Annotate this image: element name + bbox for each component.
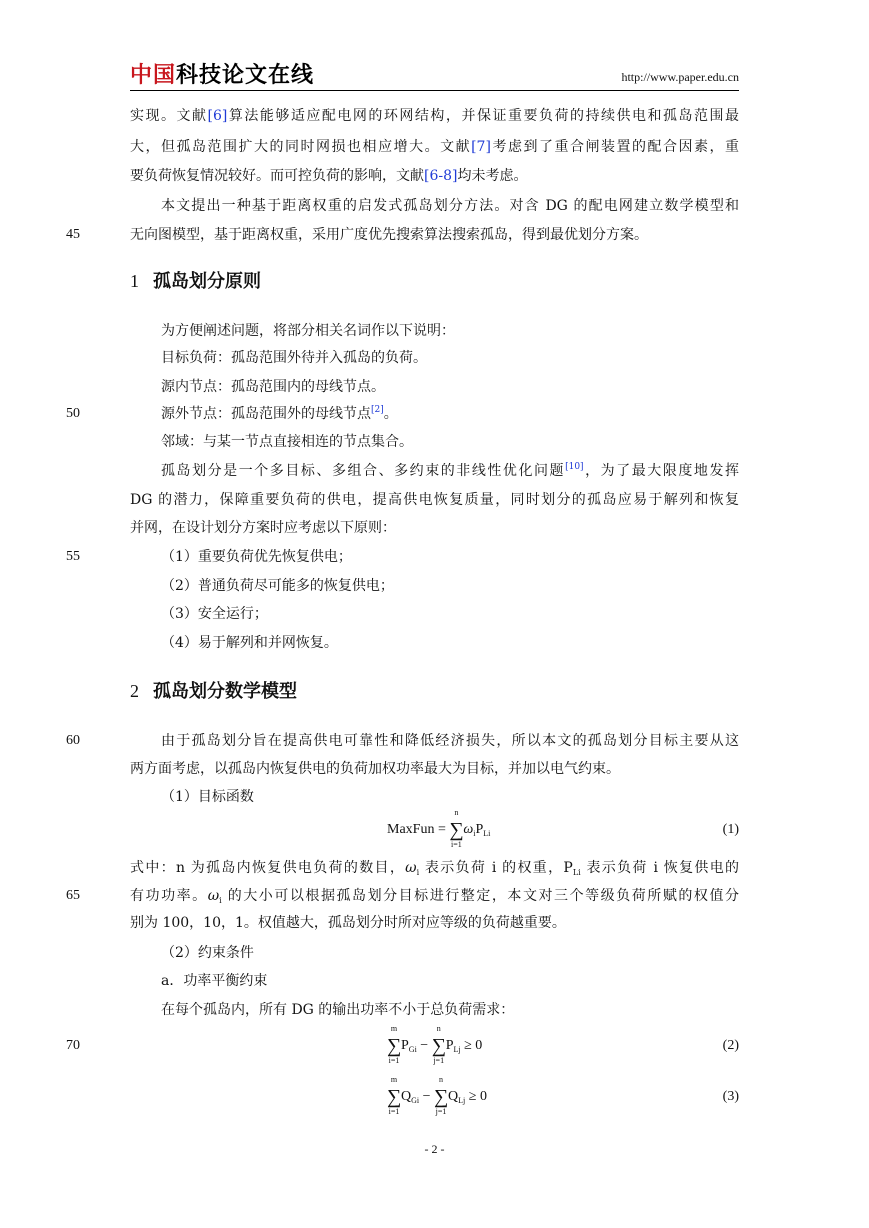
text-line: 为方便阐述问题，将部分相关名词作以下说明： <box>161 323 455 339</box>
equation-number: (2) <box>722 1038 739 1053</box>
citation-link[interactable]: [6] <box>207 108 228 124</box>
logo-red-text: 中国 <box>130 63 177 88</box>
text-line: 要负荷恢复情况较好。而可控负荷的影响，文献[6-8]均未考虑。 <box>130 168 528 184</box>
text-line: 源内节点：孤岛范围内的母线节点。 <box>161 379 385 395</box>
text-line: 有功功率。$\omega_i$ 的大小可以根据孤岛划分目标进行整定，本文对三个等级负荷所赋的权值分 <box>130 888 740 905</box>
text-line: 并网，在设计划分方案时应考虑以下原则： <box>130 520 396 536</box>
list-item: （3）安全运行； <box>161 606 268 622</box>
page-number: - 2 - <box>424 1142 445 1156</box>
text-line: 别为 100，10，1。权值越大，孤岛划分时所对应等级的负荷越重要。 <box>130 915 566 931</box>
logo-black-text: 科技论文在线 <box>176 63 315 88</box>
text-line: （2）约束条件 <box>161 945 254 961</box>
line-number: 50 <box>66 406 80 421</box>
list-item: （2）普通负荷尽可能多的恢复供电； <box>161 578 394 594</box>
text-line: a．功率平衡约束 <box>161 973 268 989</box>
text-line: DG 的潜力，保障重要负荷的供电，提高供电恢复质量，同时划分的孤岛应易于解列和恢复 <box>130 492 739 508</box>
page-header <box>130 62 739 90</box>
section-heading: 1 孤岛划分原则 <box>130 271 261 292</box>
summation-symbol: ∑ n j=1 <box>434 1075 449 1116</box>
equation-number: (1) <box>722 822 739 837</box>
equation-1: MaxFun = ∑ n i=1 $\omega_iP_{Li}$ <box>387 808 491 849</box>
line-number: 45 <box>66 227 80 242</box>
line-number: 70 <box>66 1038 80 1053</box>
section-heading: 2 孤岛划分数学模型 <box>130 681 297 702</box>
line-number: 55 <box>66 549 80 564</box>
text-line: 式中：n 为孤岛内恢复供电负荷的数目，$\omega_i$ 表示负荷 i 的权重，$P_{Li}$ 表示负荷 i 恢复供电的 <box>130 860 740 877</box>
citation-link[interactable]: [7] <box>471 139 491 155</box>
list-item: （1）重要负荷优先恢复供电； <box>161 549 352 565</box>
text-line: 邻域：与某一节点直接相连的节点集合。 <box>161 434 413 450</box>
citation-link[interactable]: [6-8] <box>424 168 458 184</box>
summation-symbol: ∑ m i=1 <box>387 1075 402 1116</box>
line-number: 65 <box>66 888 80 903</box>
text-line: 由于孤岛划分旨在提高供电可靠性和降低经济损失，所以本文的孤岛划分目标主要从这 <box>161 733 739 749</box>
equation-2: ∑ m i=1 $P_{Gi}$ − ∑ n j=1 $P_{Lj} \ge 0$ <box>387 1024 483 1065</box>
header-rule <box>130 90 739 91</box>
citation-link[interactable]: [2] <box>371 405 384 415</box>
text-line: 大，但孤岛范围扩大的同时网损也相应增大。文献[7]考虑到了重合闸装置的配合因素，重 <box>130 139 740 155</box>
text-line: 实现。文献[6]算法能够适应配电网的环网结构，并保证重要负荷的持续供电和孤岛范围最 <box>130 108 740 124</box>
text-line: 孤岛划分是一个多目标、多组合、多约束的非线性优化问题[10]，为了最大限度地发挥 <box>161 462 739 479</box>
text-line: 源外节点：孤岛范围外的母线节点[2]。 <box>161 405 398 422</box>
header-url: http://www.paper.edu.cn <box>621 70 739 84</box>
equation-number: (3) <box>722 1089 739 1104</box>
journal-logo <box>130 62 314 90</box>
line-number: 60 <box>66 733 80 748</box>
summation-symbol: ∑ n j=1 <box>431 1024 446 1065</box>
citation-link[interactable]: [10] <box>565 462 584 472</box>
summation-symbol: ∑ n i=1 <box>449 808 464 849</box>
text-line: 无向图模型，基于距离权重，采用广度优先搜索算法搜索孤岛，得到最优划分方案。 <box>130 227 648 243</box>
text-line: 目标负荷：孤岛范围外待并入孤岛的负荷。 <box>161 350 427 366</box>
text-line: 本文提出一种基于距离权重的启发式孤岛划分方法。对含 DG 的配电网建立数学模型和 <box>161 198 739 214</box>
text-line: 两方面考虑，以孤岛内恢复供电的负荷加权功率最大为目标，并加以电气约束。 <box>130 761 620 777</box>
text-line: （1）目标函数 <box>161 789 254 805</box>
list-item: （4）易于解列和并网恢复。 <box>161 635 338 651</box>
text-line: 在每个孤岛内，所有 DG 的输出功率不小于总负荷需求： <box>161 1002 515 1018</box>
summation-symbol: ∑ m i=1 <box>387 1024 402 1065</box>
equation-3: ∑ m i=1 $Q_{Gi}$ − ∑ n j=1 $Q_{Lj} \ge 0$ <box>387 1075 487 1116</box>
